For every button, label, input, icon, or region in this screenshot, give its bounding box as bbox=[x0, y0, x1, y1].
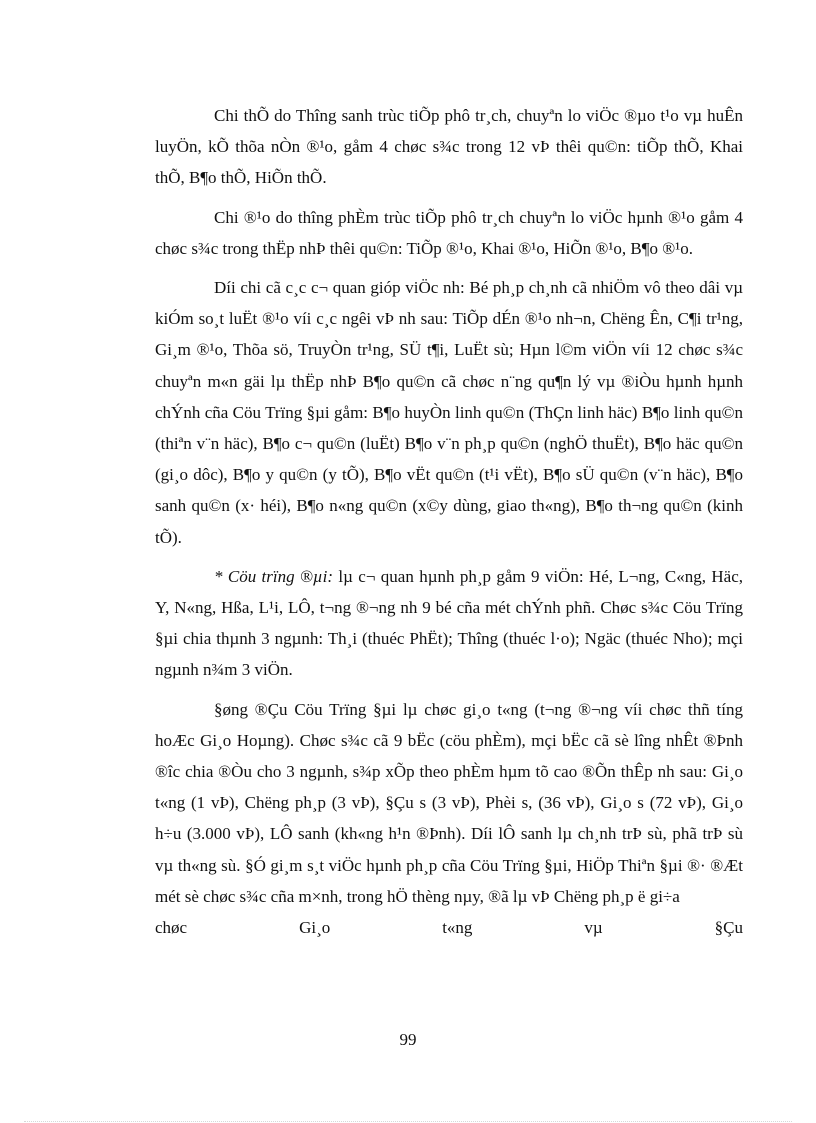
page-number: 99 bbox=[399, 1030, 417, 1049]
body-text bbox=[155, 100, 743, 951]
paragraph-body: lµ c¬ quan hµnh ph¸p gåm 9 viÖn: Hé, L¬ng, C«ng, Häc, Y, N«ng, Hßa, L¹i, LÔ, t¬ng ®¬ng nh 9 bé cña mét chÝnh phñ. Chøc s¾c Cöu Trïng §µi chia thµnh 3 ngµnh: Th¸i (thuéc PhËt); Thîng (thuéc l·o); Ngäc (thuéc Nho); mçi ngµnh n¾m 3 viÖn. bbox=[155, 566, 743, 680]
paragraph-lead-italic: * Cöu trïng ®µi: bbox=[214, 566, 334, 586]
paragraph-cuu-trung-dai bbox=[155, 561, 743, 686]
paragraph-chi-dao: Chi ®¹o do thîng phÈm trùc tiÕp phô tr¸ch chuyªn lo viÖc hµnh ®¹o gåm 4 chøc s¾c trong thËp nhÞ thêi qu©n: TiÕp ®¹o, Khai ®¹o, HiÕn ®¹o, B¶o ®¹o. bbox=[155, 207, 743, 258]
paragraph-body: §øng ®Çu Cöu Trïng §µi lµ chøc gi¸o t«ng (t¬ng ®¬ng víi chøc thñ tíng hoÆc Gi¸o Hoµng). Chøc s¾c cã 9 bËc (cöu phÈm), mçi bËc cã sè lîng nhÊt ®Þnh ®îc chia ®Òu cho 3 ngµnh, s¾p xÕp theo phÈm hµm tõ cao ®Õn thÊp nh sau: Gi¸o t«ng (1 vÞ), Chëng ph¸p (3 vÞ), §Çu s (3 vÞ), Phèi s, (36 vÞ), Gi¸o s (72 vÞ), Gi¸o h÷u (3.000 vÞ), LÔ sanh (kh«ng h¹n ®Þnh). Díi lÔ sanh lµ ch¸nh trÞ sù, phã trÞ sù vµ th«ng sù. §Ó gi¸m s¸t viÖc hµnh ph¸p cña Cöu Trïng §µi, HiÖp Thiªn §µi ®· ®Æt mét sè chøc s¾c cña m×nh, trong hÖ thèng nµy, ®ã lµ vÞ Chëng ph¸p ë gi÷a bbox=[155, 699, 743, 906]
page-bottom-divider bbox=[24, 1121, 792, 1122]
paragraph-continued-line: chøc Gi¸o t«ng vµ §Çu bbox=[155, 918, 743, 938]
paragraph-co-quan: Díi chi cã c¸c c¬ quan gióp viÖc nh: Bé ph¸p ch¸nh cã nhiÖm vô theo dâi vµ kiÓm so¸t luËt ®¹o víi c¸c ngêi vÞ nh sau: TiÕp dÉn ®¹o nh¬n, Chëng Ên, C¶i tr¹ng, Gi¸m ®¹o, Thõa sö, TruyÒn tr¹ng, SÜ t¶i, LuËt sù; Hµn l©m viÖn víi 12 chøc s¾c chuyªn m«n gäi lµ thËp nhÞ B¶o qu©n cã chøc n¨ng qu¶n lý vµ ®iÒu hµnh hµnh chÝnh cña Cöu Trïng §µi gåm: B¶o huyÒn linh qu©n (ThÇn linh häc) B¶o linh qu©n (thiªn v¨n häc), B¶o c¬ qu©n (luËt) B¶o v¨n ph¸p qu©n (nghÖ thuËt), B¶o häc qu©n (gi¸o dôc), B¶o y qu©n (y tÕ), B¶o vËt qu©n (t¹i vËt), B¶o sÜ qu©n (v¨n häc), B¶o sanh qu©n (x· héi), B¶o n«ng qu©n (x©y dùng, giao th«ng), B¶o th¬ng qu©n (kinh tÕ). bbox=[155, 278, 743, 547]
paragraph-chi-the: Chi thÕ do Thîng sanh trùc tiÕp phô tr¸ch, chuyªn lo viÖc ®µo t¹o vµ huÊn luyÖn, kÕ thõa nÒn ®¹o, gåm 4 chøc s¾c trong 12 vÞ thêi qu©n: tiÕp thÕ, Khai thÕ, B¶o thÕ, HiÕn thÕ. bbox=[155, 106, 743, 188]
paragraph-giao-tong bbox=[155, 694, 743, 912]
